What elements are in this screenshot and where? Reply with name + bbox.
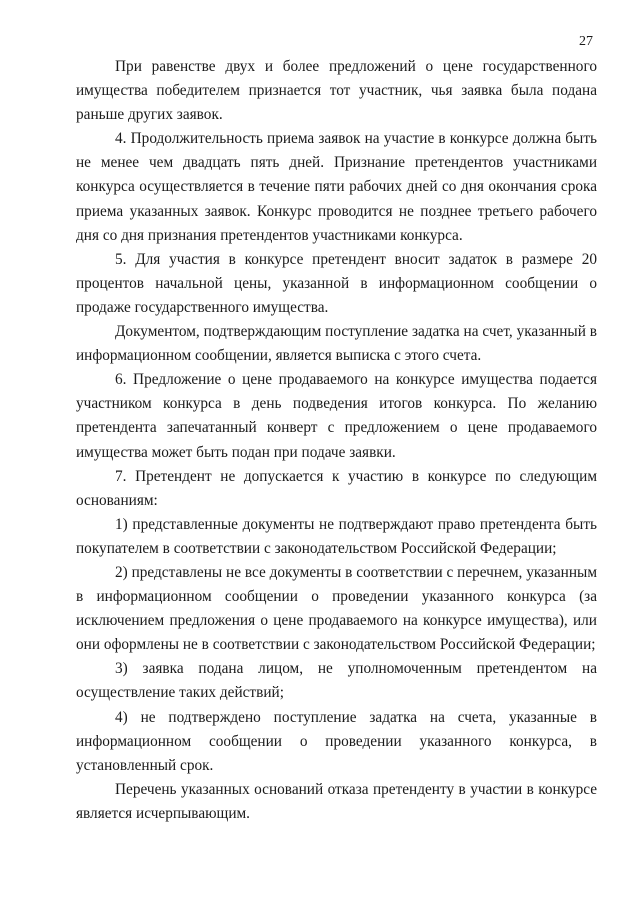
list-item-ground-2: 2) представлены не все документы в соответствии с перечнем, указанным в информационном сообщении о проведении указанного конкурса (за исключением предложения о цене продаваемого на конкурсе имущества), или они оформлены не в соответствии с законодательством Российской Федерации;: [76, 563, 597, 654]
paragraph-4-application-period: 4. Продолжительность приема заявок на участие в конкурсе должна быть не менее чем двадцать пять дней. Признание претендентов участниками конкурса осуществляется в течение пяти рабочих дней со дня окончания срока приема указанных заявок. Конкурс проводится не позднее третьего рабочего дня со дня признания претендентов участниками конкурса.: [76, 130, 597, 244]
paragraph-deposit-document: Документом, подтверждающим поступление задатка на счет, указанный в информационном сообщении, является выписка с этого счета.: [76, 323, 597, 365]
paragraph-5-deposit: 5. Для участия в конкурсе претендент вносит задаток в размере 20 процентов начальной цены, указанной в информационном сообщении о продаже государственного имущества.: [76, 250, 597, 316]
list-item-ground-3: 3) заявка подана лицом, не уполномоченным претендентом на осуществление таких действий;: [76, 660, 597, 702]
paragraph-6-price-offer: 6. Предложение о цене продаваемого на конкурсе имущества подается участником конкурса в день подведения итогов конкурса. По желанию претендента запечатанный конверт с предложением о цене продаваемого имущества может быть подан при подаче заявки.: [76, 371, 597, 461]
page-number: 27: [579, 34, 593, 49]
list-item-ground-4: 4) не подтверждено поступление задатка на счета, указанные в информационном сообщении о проведении указанного конкурса, в установленный срок.: [76, 708, 597, 774]
document-body: [76, 55, 597, 826]
list-item-ground-1: 1) представленные документы не подтверждают право претендента быть покупателем в соответствии с законодательством Российской Федерации;: [76, 515, 597, 557]
paragraph-7-refusal-grounds: 7. Претендент не допускается к участию в конкурсе по следующим основаниям:: [76, 467, 597, 509]
paragraph-equal-offers: При равенстве двух и более предложений о цене государственного имущества победителем признается тот участник, чья заявка была подана раньше других заявок.: [76, 58, 597, 124]
paragraph-exhaustive-list: Перечень указанных оснований отказа претенденту в участии в конкурсе является исчерпывающим.: [76, 780, 597, 822]
